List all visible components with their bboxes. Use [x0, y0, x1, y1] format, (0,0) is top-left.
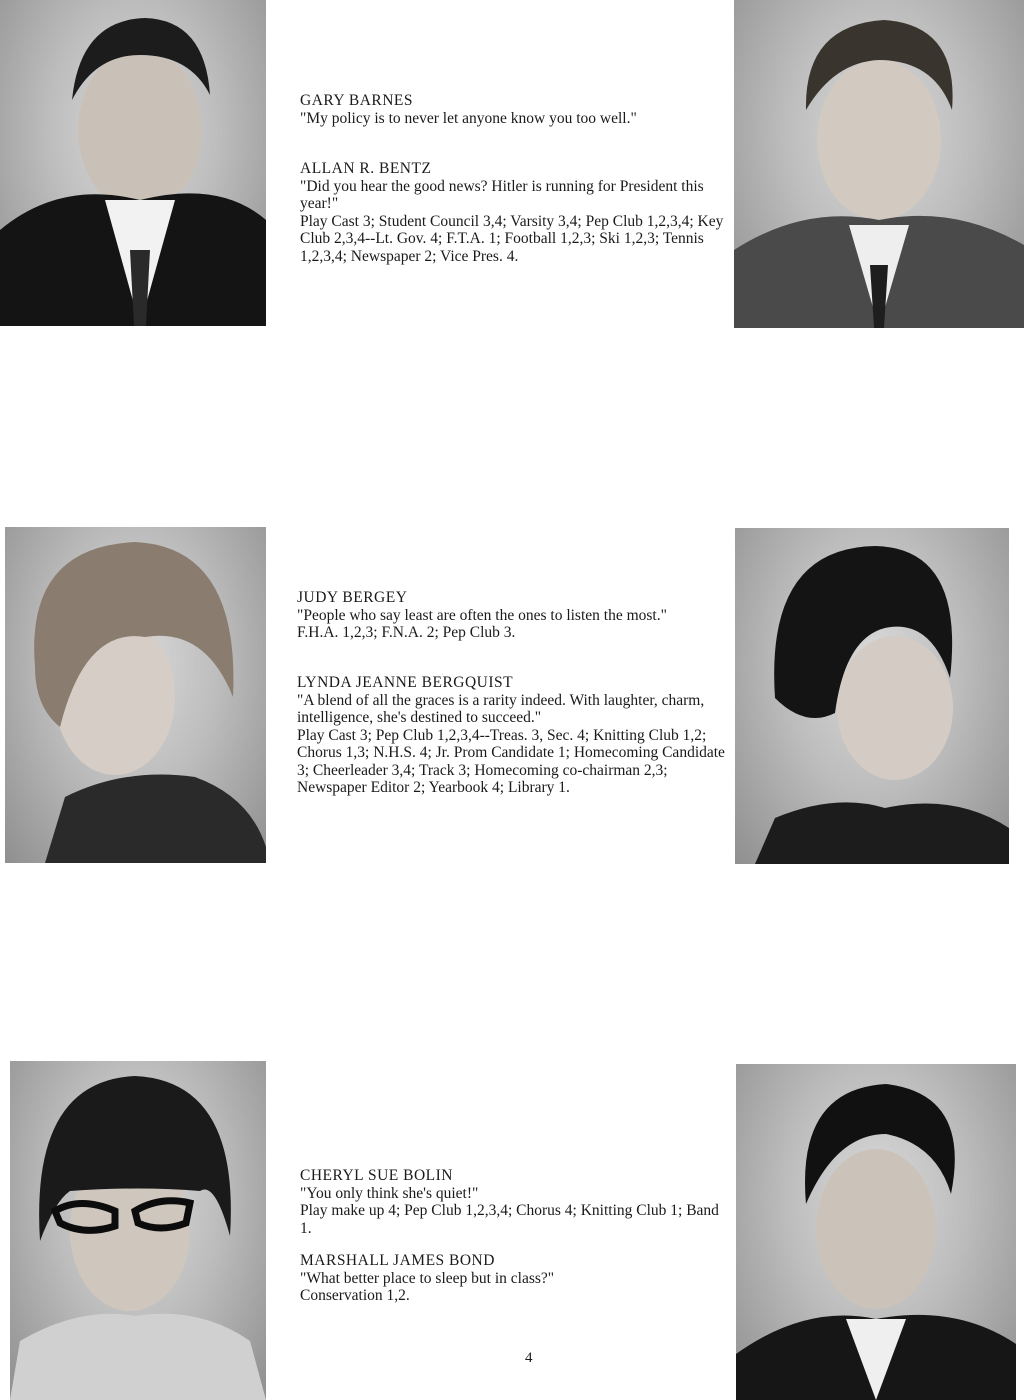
student-quote: "What better place to sleep but in class?" [300, 1269, 555, 1287]
portrait-allan-bentz [734, 0, 1024, 328]
entry-marshall-bond [300, 1252, 730, 1305]
student-name: CHERYL SUE BOLIN [300, 1167, 453, 1184]
student-quote: "A blend of all the graces is a rarity indeed. With laughter, charm, intelligence, she's destined to succeed." [297, 691, 705, 726]
entry-cheryl-bolin [300, 1167, 730, 1237]
portrait-marshall-bond [736, 1064, 1016, 1400]
entry-judy-bergey [297, 589, 727, 642]
student-name: JUDY BERGEY [297, 589, 408, 606]
student-quote: "My policy is to never let anyone know you too well." [300, 109, 637, 127]
entry-gary-barnes [300, 92, 730, 127]
portrait-cheryl-bolin [10, 1061, 266, 1400]
portrait-judy-bergey [5, 527, 266, 863]
student-activities: Conservation 1,2. [300, 1287, 410, 1304]
student-activities: F.H.A. 1,2,3; F.N.A. 2; Pep Club 3. [297, 624, 516, 641]
page-number: 4 [525, 1350, 533, 1366]
entry-lynda-bergquist [297, 674, 727, 797]
student-name: MARSHALL JAMES BOND [300, 1252, 495, 1269]
student-quote: "People who say least are often the ones to listen the most." [297, 606, 667, 624]
student-quote: "You only think she's quiet!" [300, 1184, 479, 1202]
portrait-lynda-bergquist [735, 528, 1009, 864]
student-activities: Play Cast 3; Student Council 3,4; Varsity 3,4; Pep Club 1,2,3,4; Key Club 2,3,4--Lt. Gov. 4; F.T.A. 1; Football 1,2,3; Ski 1,2,3; Tennis 1,2,3,4; Newspaper 2; Vice Pres. 4. [300, 212, 724, 265]
student-activities: Play Cast 3; Pep Club 1,2,3,4--Treas. 3, Sec. 4; Knitting Club 1,2; Chorus 1,3; N.H.S. 4; Jr. Prom Candidate 1; Homecoming Candidate 3; Cheerleader 3,4; Track 3; Homecoming co-chairman 2,3; Newspaper Editor 2; Yearbook 4; Library 1. [297, 726, 725, 796]
student-name: ALLAN R. BENTZ [300, 160, 432, 177]
student-activities: Play make up 4; Pep Club 1,2,3,4; Chorus 4; Knitting Club 1; Band 1. [300, 1202, 719, 1237]
student-name: GARY BARNES [300, 92, 414, 109]
student-name: LYNDA JEANNE BERGQUIST [297, 674, 514, 691]
student-quote: "Did you hear the good news? Hitler is running for President this year!" [300, 177, 704, 212]
portrait-gary-barnes [0, 0, 266, 326]
entry-allan-bentz [300, 160, 730, 265]
